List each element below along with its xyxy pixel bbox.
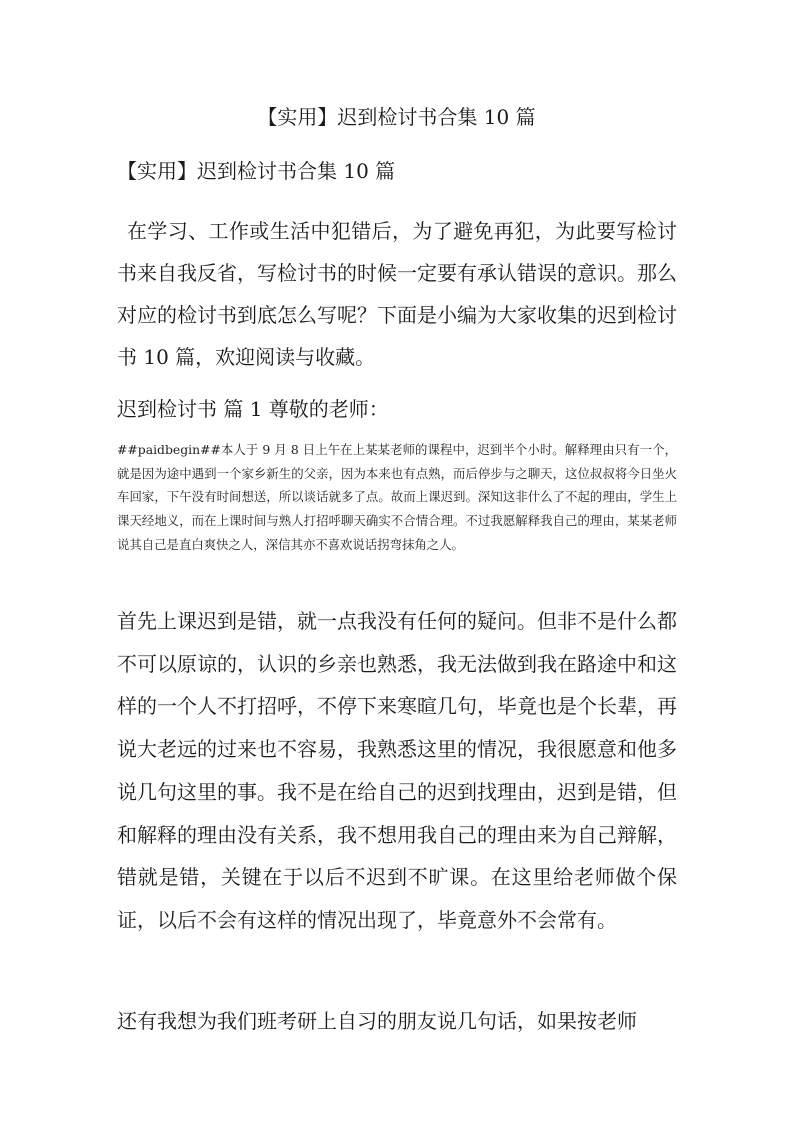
document-title: 【实用】迟到检讨书合集 10 篇: [257, 105, 536, 129]
body-paragraph-2: 还有我想为我们班考研上自习的朋友说几句话，如果按老师: [117, 1009, 637, 1033]
document-subtitle: 【实用】迟到检讨书合集 10 篇: [117, 159, 396, 183]
explanation-paragraph: ##paidbegin##本人于 9 月 8 日上午在上某某老师的课程中，迟到半个小时。解释理由只有一个，就是因为途中遇到一个家乡新生的父亲，因为本来也有点熟，而后停步与之聊天，这位叔叔将今日坐火车回家，下午没有时间想送，所以谈话就多了点。故而上课迟到。深知这非什么了不起的理由，学生上课天经地义，而在上课时间与熟人打招呼聊天确实不合情合理。不过我愿解释我自己的理由，某某老师说其自己是直白爽快之人，深信其亦不喜欢说话拐弯抹角之人。: [117, 442, 677, 552]
body-paragraph-1: 首先上课迟到是错，就一点我没有任何的疑问。但非不是什么都不可以原谅的，认识的乡亲也熟悉，我无法做到我在路途中和这样的一个人不打招呼，不停下来寒暄几句，毕竟也是个长辈，再说大老远的过来也不容易，我熟悉这里的情况，我很愿意和他多说几句这里的事。我不是在给自己的迟到找理由，迟到是错，但和解释的理由没有关系，我不想用我自己的理由来为自己辩解，错就是错，关键在于以后不迟到不旷课。在这里给老师做个保证，以后不会有这样的情况出现了，毕竟意外不会常有。: [117, 609, 677, 932]
section-heading: 迟到检讨书 篇 1 尊敬的老师：: [117, 397, 389, 421]
intro-paragraph: 在学习、工作或生活中犯错后，为了避免再犯，为此要写检讨书来自我反省，写检讨书的时候一定要有承认错误的意识。那么对应的检讨书到底怎么写呢？下面是小编为大家收集的迟到检讨书 10 篇，欢迎阅读与收藏。: [117, 219, 677, 369]
